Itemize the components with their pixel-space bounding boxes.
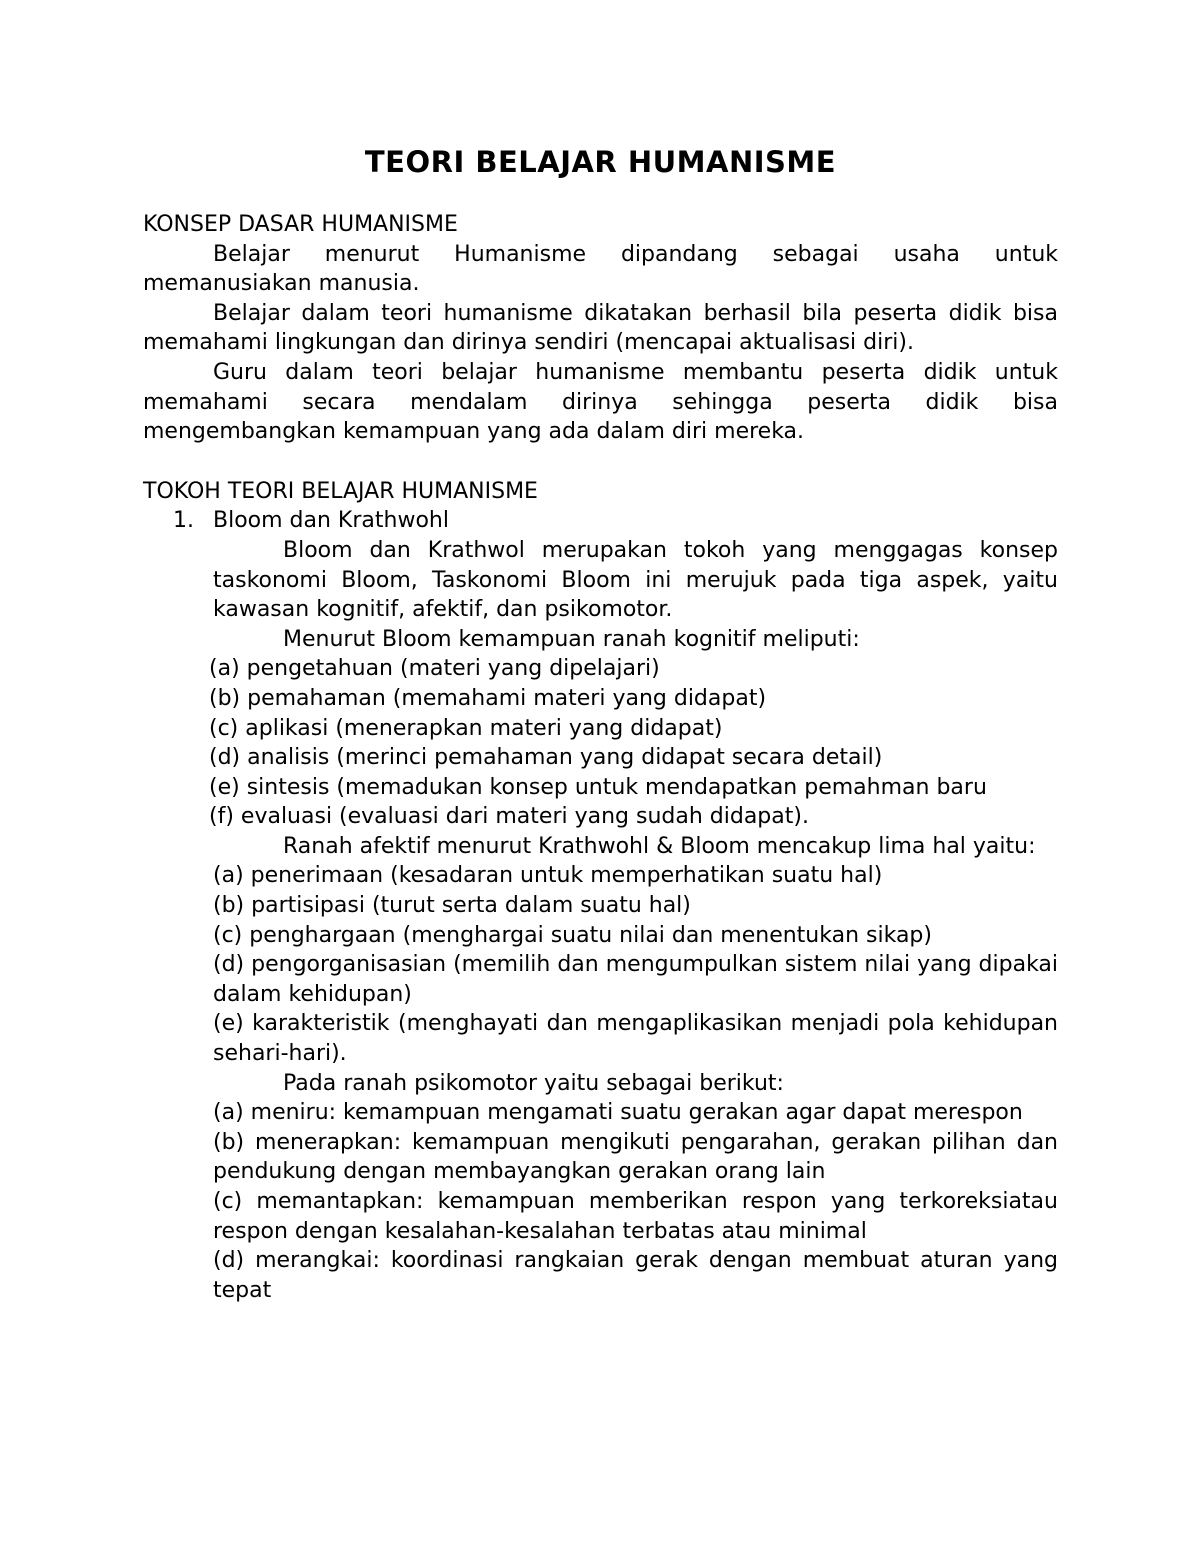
paragraph: Bloom dan Krathwol merupakan tokoh yang menggagas konsep taskonomi Bloom, Taskonomi Bloom ini merujuk pada tiga aspek, yaitu kawasan kognitif, afektif, dan psikomotor. xyxy=(213,537,1058,623)
paragraph: Guru dalam teori belajar humanisme membantu peserta didik untuk memahami secara mendalam dirinya sehingga peserta didik bisa mengembangkan kemampuan yang ada dalam diri mereka. xyxy=(143,359,1058,445)
document-title: TEORI BELAJAR HUMANISME xyxy=(364,145,837,179)
affective-item: (a) penerimaan (kesadaran untuk memperhatikan suatu hal) xyxy=(213,863,883,889)
spacer xyxy=(143,447,1058,477)
affective-item: (d) pengorganisasian (memilih dan mengumpulkan sistem nilai yang dipakai dalam kehidupan) xyxy=(213,952,1059,1007)
psychomotor-item: (a) meniru: kemampuan mengamati suatu gerakan agar dapat merespon xyxy=(213,1100,1023,1126)
section-heading-tokoh: TOKOH TEORI BELAJAR HUMANISME xyxy=(143,478,538,504)
psychomotor-intro: Pada ranah psikomotor yaitu sebagai berikut: xyxy=(283,1070,784,1096)
cognitive-item: (c) aplikasi (menerapkan materi yang didapat) xyxy=(209,715,723,741)
document-page xyxy=(143,142,1058,1305)
affective-item: (b) partisipasi (turut serta dalam suatu hal) xyxy=(213,893,691,919)
affective-intro: Ranah afektif menurut Krathwohl & Bloom mencakup lima hal yaitu: xyxy=(283,833,1036,859)
affective-item: (c) penghargaan (menghargai suatu nilai dan menentukan sikap) xyxy=(213,922,932,948)
list-item xyxy=(143,506,1058,1305)
paragraph: Belajar menurut Humanisme dipandang sebagai usaha untuk memanusiakan manusia. xyxy=(143,241,1058,297)
affective-item: (e) karakteristik (menghayati dan mengaplikasikan menjadi pola kehidupan sehari-hari). xyxy=(213,1011,1058,1067)
cognitive-item: (a) pengetahuan (materi yang dipelajari) xyxy=(209,656,660,682)
psychomotor-item: (c) memantapkan: kemampuan memberikan respon yang terkoreksiatau respon dengan kesalahan-kesalahan terbatas atau minimal xyxy=(213,1189,1058,1244)
psychomotor-item: (b) menerapkan: kemampuan mengikuti pengarahan, gerakan pilihan dan pendukung dengan membayangkan gerakan orang lain xyxy=(213,1129,1058,1185)
cognitive-item: (e) sintesis (memadukan konsep untuk mendapatkan pemahman baru xyxy=(209,774,987,800)
cognitive-item: (d) analisis (merinci pemahaman yang didapat secara detail) xyxy=(209,745,883,771)
section-heading-konsep: KONSEP DASAR HUMANISME xyxy=(143,212,458,237)
cognitive-item: (b) pemahaman (memahami materi yang didapat) xyxy=(209,685,767,711)
list-item-title: Bloom dan Krathwohl xyxy=(213,508,449,534)
list-number: 1. xyxy=(173,508,194,534)
cognitive-item: (f) evaluasi (evaluasi dari materi yang sudah didapat). xyxy=(209,804,809,830)
psychomotor-item: (d) merangkai: koordinasi rangkaian gerak dengan membuat aturan yang tepat xyxy=(213,1248,1058,1303)
numbered-list xyxy=(143,506,1058,1305)
cognitive-intro: Menurut Bloom kemampuan ranah kognitif meliputi: xyxy=(283,626,860,652)
paragraph: Belajar dalam teori humanisme dikatakan berhasil bila peserta didik bisa memahami lingkungan dan dirinya sendiri (mencapai aktualisasi diri). xyxy=(143,300,1058,356)
